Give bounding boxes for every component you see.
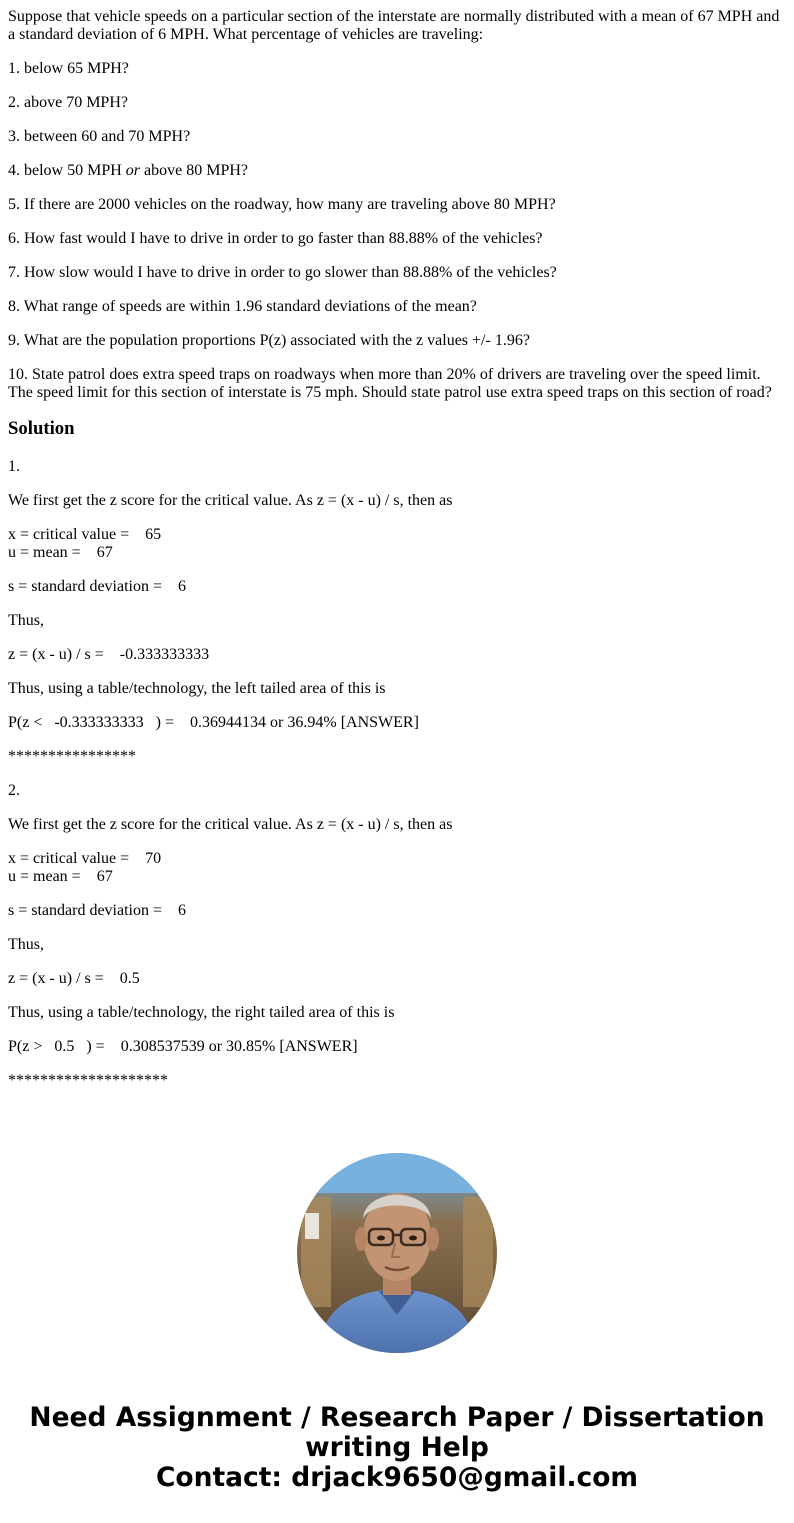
part1-x-line: x = critical value = 65 xyxy=(8,526,162,543)
part2-u-line: u = mean = 67 xyxy=(8,868,113,885)
part1-tail-line: Thus, using a table/technology, the left tailed area of this is xyxy=(8,680,386,697)
part1-s-line: s = standard deviation = 6 xyxy=(8,578,187,595)
part2-answer: P(z > 0.5 ) = 0.308537539 or 30.85% [ANSWER] xyxy=(8,1038,358,1055)
part1-separator: **************** xyxy=(8,748,136,765)
question-intro: Suppose that vehicle speeds on a particular section of the interstate are normally distributed with a mean of 67 MPH and a standard deviation of 6 MPH. What percentage of vehicles are traveling: xyxy=(8,8,784,43)
question-item-4-text: 4. below 50 MPH xyxy=(8,162,126,179)
part2-intro: We first get the z score for the critical value. As z = (x - u) / s, then as xyxy=(8,816,453,833)
question-item-4 xyxy=(8,162,786,180)
question-item-3: 3. between 60 and 70 MPH? xyxy=(8,128,191,145)
contact-footer xyxy=(0,1403,794,1493)
part1-thus: Thus, xyxy=(8,612,44,629)
question-item-4-or: or xyxy=(125,162,141,179)
part2-thus: Thus, xyxy=(8,936,44,953)
part1-z-line: z = (x - u) / s = -0.333333333 xyxy=(8,646,210,663)
part1-u-line: u = mean = 67 xyxy=(8,544,113,561)
part2-x-line: x = critical value = 70 xyxy=(8,850,162,867)
part2-separator: ******************** xyxy=(8,1072,168,1089)
question-item-4-rest: above 80 MPH? xyxy=(140,162,248,179)
question-item-9: 9. What are the population proportions P(z) associated with the z values +/- 1.96? xyxy=(8,332,530,349)
question-item-1: 1. below 65 MPH? xyxy=(8,60,129,77)
footer-contact-line: Contact: drjack9650@gmail.com xyxy=(155,1462,639,1493)
part2-tail-line: Thus, using a table/technology, the right tailed area of this is xyxy=(8,1004,395,1021)
part2-z-line: z = (x - u) / s = 0.5 xyxy=(8,970,140,987)
part2-s-line: s = standard deviation = 6 xyxy=(8,902,187,919)
part1-answer: P(z < -0.333333333 ) = 0.36944134 or 36.94% [ANSWER] xyxy=(8,714,419,731)
document-body xyxy=(8,8,786,1106)
footer-line-1: Need Assignment / Research Paper / Dissertation xyxy=(29,1402,765,1433)
question-item-6: 6. How fast would I have to drive in order to go faster than 88.88% of the vehicles? xyxy=(8,230,543,247)
question-item-2: 2. above 70 MPH? xyxy=(8,94,128,111)
part2-values xyxy=(8,850,786,886)
question-item-10: 10. State patrol does extra speed traps on roadways when more than 20% of drivers are traveling over the speed limit. The speed limit for this section of interstate is 75 mph. Should state patrol use extra speed traps on this section of road? xyxy=(8,366,772,401)
question-item-7: 7. How slow would I have to drive in order to go slower than 88.88% of the vehicles? xyxy=(8,264,557,281)
question-item-8: 8. What range of speeds are within 1.96 standard deviations of the mean? xyxy=(8,298,477,315)
avatar xyxy=(297,1153,497,1353)
footer-line-2: writing Help xyxy=(305,1432,489,1463)
part1-values xyxy=(8,526,786,562)
part1-number: 1. xyxy=(8,458,20,475)
question-item-5: 5. If there are 2000 vehicles on the roadway, how many are traveling above 80 MPH? xyxy=(8,196,556,213)
part2-number: 2. xyxy=(8,782,20,799)
tutor-portrait xyxy=(297,1153,497,1353)
part1-intro: We first get the z score for the critical value. As z = (x - u) / s, then as xyxy=(8,492,453,509)
solution-heading: Solution xyxy=(8,418,75,439)
